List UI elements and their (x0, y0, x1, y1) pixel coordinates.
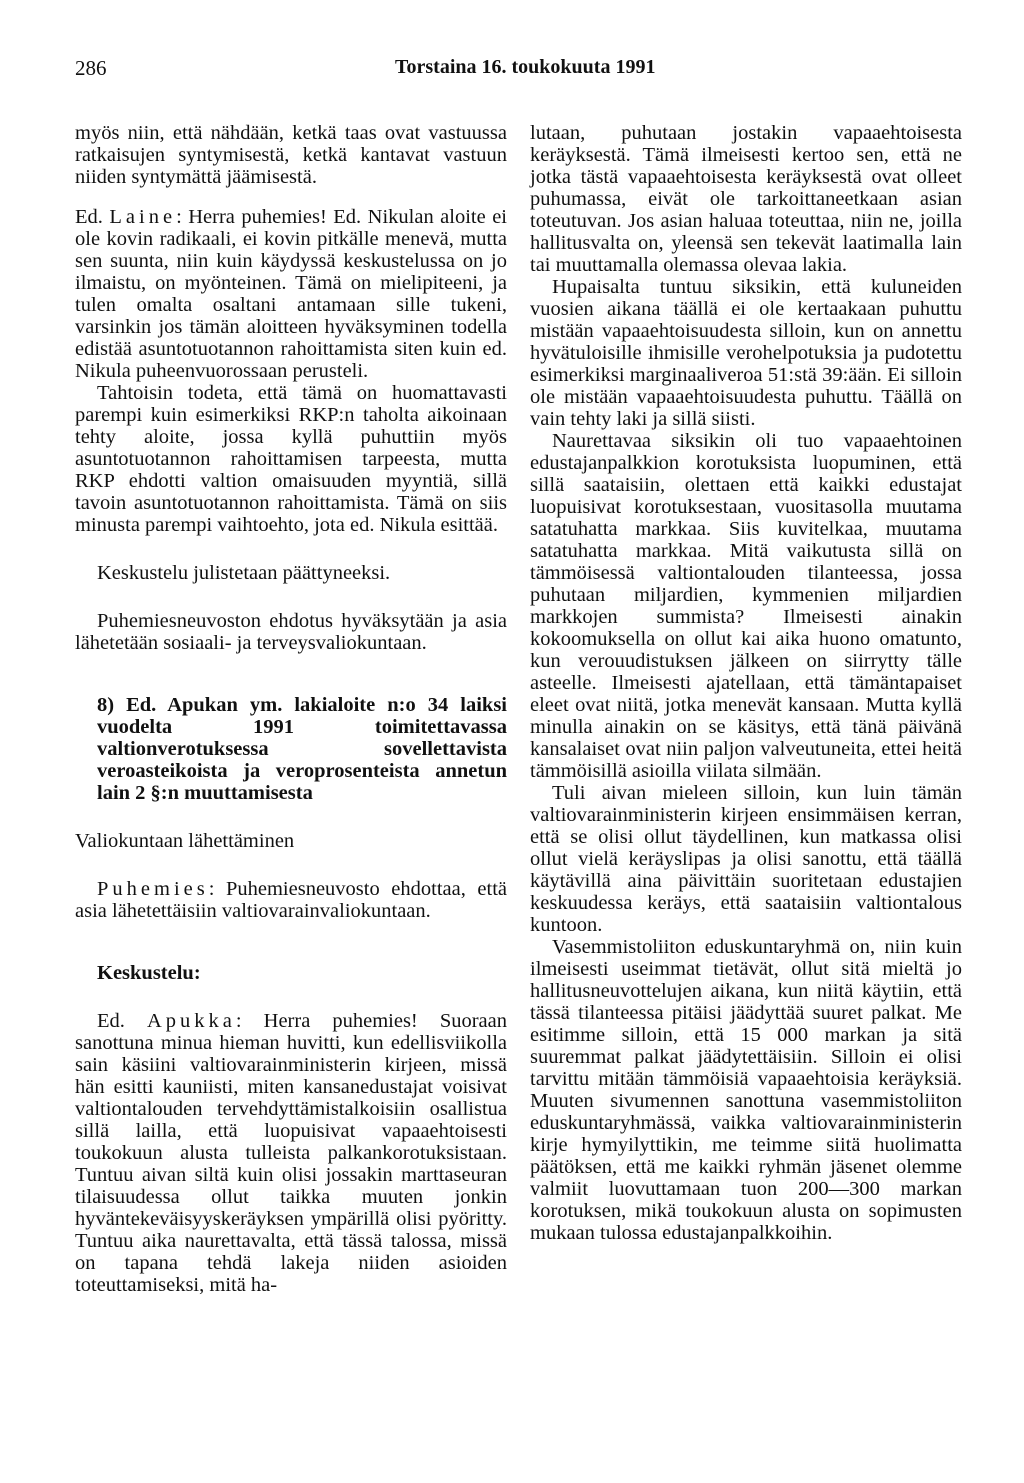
agenda-item-heading: 8) Ed. Apukan ym. lakialoite n:o 34 laiksi vuodelta 1991 toimitettavassa valtionverotuksessa sovellettavista veroasteikoista ja veroprosenteista annetun lain 2 §:n muuttamisesta (97, 694, 507, 804)
discussion-heading: Keskustelu: (97, 962, 201, 984)
paragraph: Naurettavaa siksikin oli tuo vapaaehtoinen edustajanpalkkion korotuksista luopuminen, että sillä saataisiin, olettaen että kaikki edustajat luopuisivat korotuksestaan, vuositasolla muutama satatuhatta markkaa. Siis kuvitelkaa, muutama satatuhatta markkaa. Mitä vaikutusta sillä on tämmöisessä valtiontalouden tilanteessa, jossa puhutaan miljardien, kymmenien miljardien markkojen summista? Ilmeisesti ainakin kokoomuksella on ollut kai aika huono omatunto, kun verouudistuksen jälkeen on siirrytty tälle asteelle. Ilmeisesti ajatellaan, että tämäntapaiset eleet ovat niitä, jotka menevät kansaan. Mutta kyllä minulla ainakin on se käsitys, että tänä päivänä kansalaiset ovat niin paljon valveutuneita, ettei heitä tämmöisillä asioilla viilata silmään. (530, 430, 962, 782)
speaker-name: Puhemies (97, 878, 209, 900)
paragraph: Puhemiesneuvoston ehdotus hyväksytään ja asia lähetetään sosiaali- ja terveysvaliokuntaan. (75, 610, 507, 654)
speaker-prefix: Ed. (97, 1010, 147, 1032)
speech-text: : Puhemiesneuvosto ehdottaa, että asia lähetettäisiin valtiovarainvaliokuntaan. (75, 878, 507, 922)
speaker-name: Apukka (146, 1010, 236, 1032)
paragraph: Tuli aivan mieleen silloin, kun luin tämän valtiovarainministerin kirjeen ensimmäisen kerran, että se olisi ollut täydellinen, kun matkassa olisi ollut vielä keräyslipas ja olisi sanottu, että täällä käytävillä aina päivittäin suoritetaan edustajien keskuudessa keräys, että saataisiin valtiontalous kuntoon. (530, 782, 962, 936)
left-column (75, 122, 507, 1296)
paragraph: Tahtoisin todeta, että tämä on huomattavasti parempi kuin esimerkiksi RKP:n taholta aikoinaan tehty aloite, jossa kyllä puhuttiin myös asuntotuotannon rahoittamisen tarpeesta, mutta RKP ehdotti valtion omaisuuden myyntiä, sillä tavoin asuntotuotannon rahoittamista. Tämä on siis minusta parempi vaihtoehto, jota ed. Nikula esittää. (75, 382, 507, 536)
paragraph: Vasemmistoliiton eduskuntaryhmä on, niin kuin ilmeisesti useimmat tietävät, ollut sitä mieltä jo hallitusneuvottelujen aikana, kun niitä käytiin, että tässä tilanteessa pitäisi jäädyttää suuret palkat. Me esitimme silloin, että 15 000 markan ja sitä suuremmat palkat jäädytettäisiin. Silloin ei olisi tarvittu mitään tämmöisiä vapaaehtoisia keräyksiä. Muuten sivumennen sanottuna vasemmistoliiton eduskuntaryhmässä, vaikka valtiovarainministerin kirje hymyilyttikin, me teimme siitä huolimatta päätöksen, että me kaikki ryhmän jäsenet olemme valmiit luovuttamaan tuon 200—300 markan korotuksen, mikä toukokuun alusta on sopimusten mukaan tulossa edustajanpalkkoihin. (530, 936, 962, 1244)
paragraph: Hupaisalta tuntuu siksikin, että kuluneiden vuosien aikana täällä ei ole kertaakaan puhuttu mistään vapaaehtoisuudesta silloin, kun on annettu hyvätuloisille ihmisille verohelpotuksia ja pudotettu esimerkiksi marginaaliveroa 51:stä 39:ään. Ei silloin ole mistään vapaaehtoisuudesta puhuttu. Täällä on vain tehty laki ja sillä siisti. (530, 276, 962, 430)
page-header (0, 56, 1024, 86)
speech-laine (75, 206, 507, 382)
speaker-prefix: Ed. (75, 206, 110, 228)
speech-text: : Herra puhemies! Ed. Nikulan aloite ei ole kovin radikaali, ei kovin pitkälle menevä, mutta sen suunta, niin kuin käydyssä keskustelussa on jo ilmaistu, on myönteinen. Tämä on mielipiteeni, ja tulen omalta osaltani antamaan sille tukeni, varsinkin jos tämän aloitteen hyväksyminen todella edistää asuntotuotannon rahoittamista siten kuin ed. Nikula puheenvuorossaan perusteli. (75, 206, 507, 382)
speech-apukka (75, 1010, 507, 1296)
speech-puhemies (75, 878, 507, 922)
running-head: Torstaina 16. toukokuuta 1991 (395, 56, 656, 78)
page-number: 286 (75, 56, 107, 80)
paragraph: lutaan, puhutaan jostakin vapaaehtoisesta keräyksestä. Tämä ilmeisesti kertoo sen, että ne jotka tästä vapaaehtoisesta keräyksestä ovat olleet puhumassa, eivät ole tarkoittaneetkaan asian toteutuvan. Jos asian haluaa toteuttaa, niin ne, joilla hallitusvalta on, yleensä sen tekevät laatimalla lain tai muuttamalla olemassa olevaa lakia. (530, 122, 962, 276)
speech-text: : Herra puhemies! Suoraan sanottuna minua hieman huvitti, kun edellisviikolla sain käsiini valtiovarainministerin kirjeen, missä hän esitti kauniisti, miten kansanedustajat voisivat valtiontalouden tervehdyttämistalkoisiin osallistua sillä lailla, että luopuisivat vapaaehtoisesti toukokuun alusta tulleista palkankorotuksistaan. Tuntuu aivan siltä kuin olisi jossakin marttaseuran tilaisuudessa ollut taikka muuten jonkin hyväntekeväisyyskeräyksen ympärillä olisi pyöritty. Tuntuu aika naurettavalta, että tässä talossa, missä on tapana tehdä lakeja niiden asioiden toteuttamiseksi, mitä ha- (75, 1010, 507, 1296)
right-column (530, 122, 962, 1244)
paragraph: Keskustelu julistetaan päättyneeksi. (97, 562, 391, 584)
paragraph: Valiokuntaan lähettäminen (75, 830, 295, 852)
speaker-name: Laine (109, 206, 177, 228)
paragraph: myös niin, että nähdään, ketkä taas ovat vastuussa ratkaisujen syntymisestä, ketkä kantavat vastuun niiden syntymättä jäämisestä. (75, 122, 507, 188)
